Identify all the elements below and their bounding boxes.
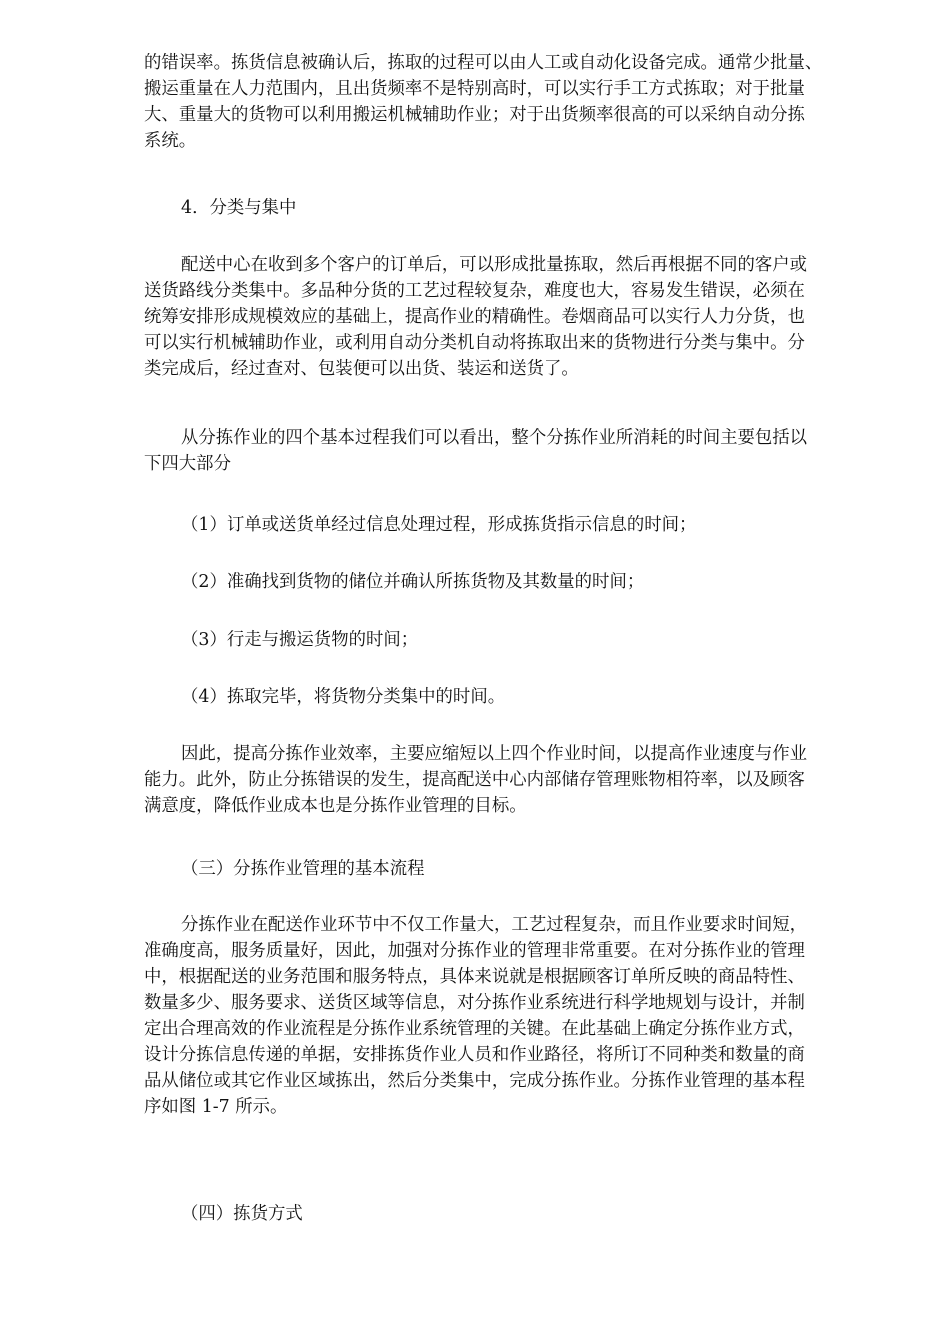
heading-text: （三）分拣作业管理的基本流程 (181, 859, 425, 879)
text-line: 类完成后，经过查对、包装便可以出货、装运和送货了。 (144, 359, 579, 379)
section-heading-picking-methods (181, 1201, 921, 1227)
continuation-paragraph (144, 50, 884, 154)
section-heading-classification (181, 195, 921, 221)
paragraph-efficiency (144, 741, 884, 819)
text-line: 统筹安排形成规模效应的基础上，提高作业的精确性。卷烟商品可以实行人力分货，也 (144, 307, 805, 327)
heading-text: 4．分类与集中 (181, 198, 297, 218)
text-line: 分拣作业在配送作业环节中不仅工作量大，工艺过程复杂，而且作业要求时间短， (181, 915, 808, 935)
text-line: 因此，提高分拣作业效率，主要应缩短以上四个作业时间，以提高作业速度与作业 (181, 744, 808, 764)
section-heading-process (181, 856, 921, 882)
list-item-text: （4）拣取完毕，将货物分类集中的时间。 (181, 687, 506, 707)
list-item (181, 569, 921, 595)
list-item (181, 627, 921, 653)
text-line: 从分拣作业的四个基本过程我们可以看出，整个分拣作业所消耗的时间主要包括以 (181, 428, 808, 448)
paragraph-time-intro (144, 425, 884, 477)
heading-text: （四）拣货方式 (181, 1204, 303, 1224)
text-line: 可以实行机械辅助作业，或利用自动分类机自动将拣取出来的货物进行分类与集中。分 (144, 333, 805, 353)
text-line: 数量多少、服务要求、送货区域等信息，对分拣作业系统进行科学地规划与设计，并制 (144, 993, 805, 1013)
text-line: 搬运重量在人力范围内，且出货频率不是特别高时，可以实行手工方式拣取；对于批量 (144, 79, 805, 99)
text-line: 系统。 (144, 131, 197, 151)
list-item-text: （3）行走与搬运货物的时间； (181, 630, 419, 650)
text-line: 中，根据配送的业务范围和服务特点，具体来说就是根据顾客订单所反映的商品特性、 (144, 967, 805, 987)
text-line: 下四大部分 (144, 454, 231, 474)
text-line: 品从储位或其它作业区域拣出，然后分类集中，完成分拣作业。分拣作业管理的基本程 (144, 1071, 805, 1091)
text-line: 定出合理高效的作业流程是分拣作业系统管理的关键。在此基础上确定分拣作业方式， (144, 1019, 805, 1039)
text-line: 满意度，降低作业成本也是分拣作业管理的目标。 (144, 796, 527, 816)
list-item (181, 512, 921, 538)
paragraph-process (144, 912, 884, 1120)
text-line: 配送中心在收到多个客户的订单后，可以形成批量拣取，然后再根据不同的客户或 (181, 255, 808, 275)
text-line: 准确度高，服务质量好，因此，加强对分拣作业的管理非常重要。在对分拣作业的管理 (144, 941, 805, 961)
list-item-text: （1）订单或送货单经过信息处理过程，形成拣货指示信息的时间； (181, 515, 697, 535)
text-line: 大、重量大的货物可以利用搬运机械辅助作业；对于出货频率很高的可以采纳自动分拣 (144, 105, 805, 125)
text-line: 序如图 1-7 所示。 (144, 1097, 288, 1117)
list-item (181, 684, 921, 710)
text-line: 送货路线分类集中。多品种分货的工艺过程较复杂，难度也大，容易发生错误，必须在 (144, 281, 805, 301)
paragraph-classification (144, 252, 884, 382)
text-line: 设计分拣信息传递的单据，安排拣货作业人员和作业路径，将所订不同种类和数量的商 (144, 1045, 805, 1065)
list-item-text: （2）准确找到货物的储位并确认所拣货物及其数量的时间； (181, 572, 645, 592)
text-line: 能力。此外，防止分拣错误的发生，提高配送中心内部储存管理账物相符率，以及顾客 (144, 770, 805, 790)
text-line: 的错误率。拣货信息被确认后，拣取的过程可以由人工或自动化设备完成。通常少批量、 (144, 53, 823, 73)
